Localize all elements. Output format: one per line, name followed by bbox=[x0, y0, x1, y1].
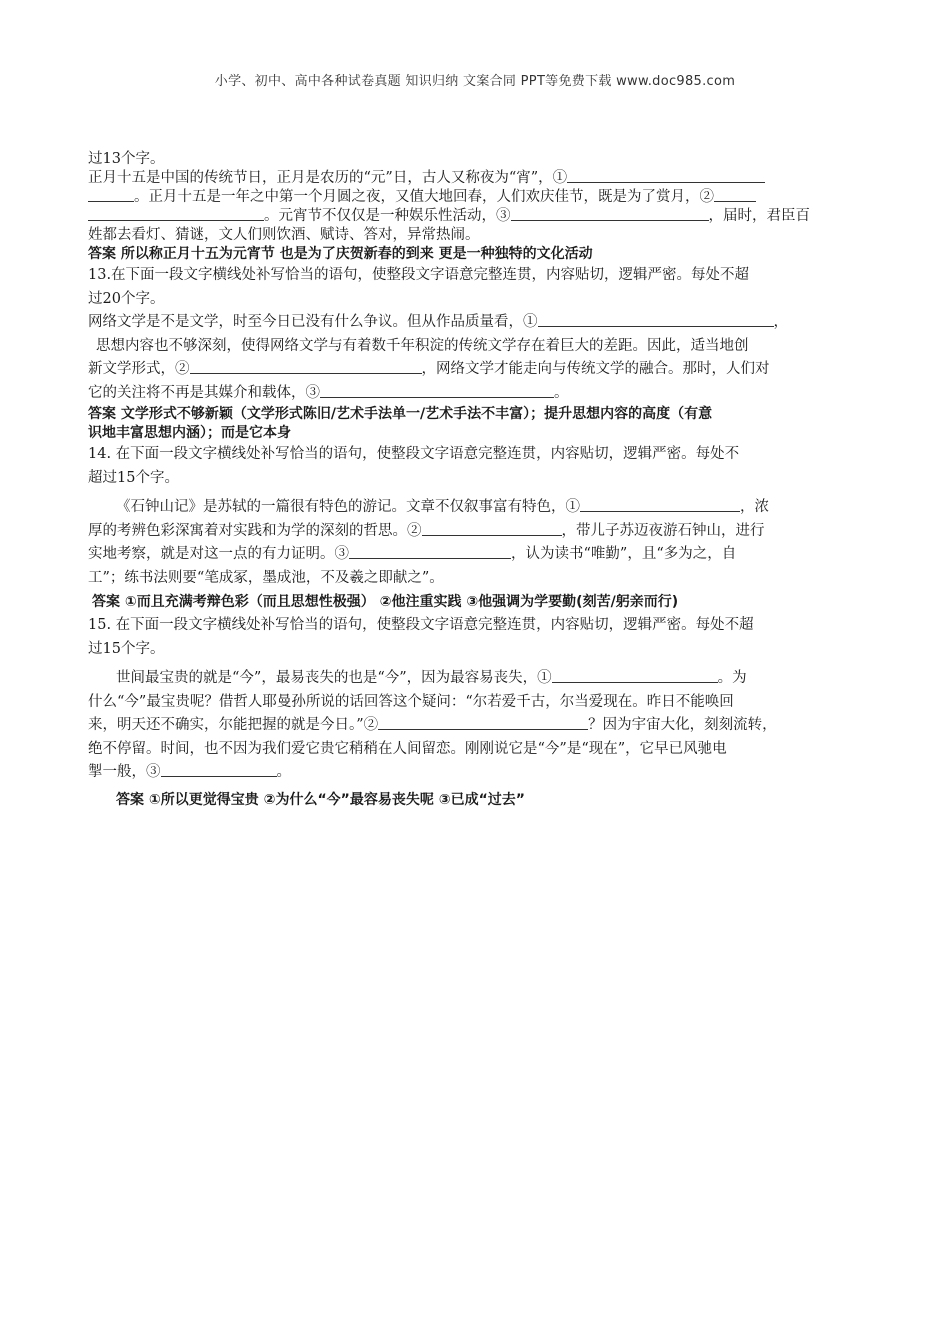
q13-passage-line-4: 它的关注将不再是其媒介和载体，③ 。 bbox=[88, 384, 569, 401]
q12-blank-2[interactable] bbox=[714, 188, 756, 202]
q13-prompt-line-1: 13.在下面一段文字横线处补写恰当的语句，使整段文字语意完整连贯，内容贴切，逻辑严密。每处不超 bbox=[88, 267, 750, 283]
q15-passage-line-3: 来，明天还不确实，尔能把握的就是今日。”② ？因为宇宙大化，刻刻流转， bbox=[88, 717, 777, 733]
q12-blank-2-cont[interactable] bbox=[88, 207, 264, 221]
q15-passage-line-4: 绝不停留。时间，也不因为我们爱它贵它稍稍在人间留恋。刚刚说它是“今”是“现在”，它早已风驰电 bbox=[88, 740, 727, 757]
q15-blank-3[interactable] bbox=[161, 763, 277, 777]
q12-blank-1[interactable] bbox=[567, 169, 765, 183]
q12-answer: 答案 所以称正月十五为元宵节 也是为了庆贺新春的到来 更是一种独特的文化活动 bbox=[88, 246, 593, 262]
q15-passage-line-1: 世间最宝贵的就是“今”，最易丧失的也是“今”，因为最容易丧失，① 。为 bbox=[116, 670, 747, 686]
q15-passage-line-5: 掣一般，③ 。 bbox=[88, 764, 291, 780]
q12-blank-1-cont[interactable] bbox=[88, 188, 134, 202]
q12-line-3: 。正月十五是一年之中第一个月圆之夜，又值大地回春，人们欢庆佳节，既是为了赏月，② bbox=[88, 188, 864, 207]
q15-passage-line-2: 什么“今”最宝贵呢？借哲人耶曼孙所说的话回答这个疑问：“尔若爱千古，尔当爱现在。昨日不能唤回 bbox=[88, 693, 734, 710]
q15-prompt-line-1: 15. 在下面一段文字横线处补写恰当的语句，使整段文字语意完整连贯，内容贴切，逻辑严密。每处不超 bbox=[88, 617, 754, 633]
q14-blank-3[interactable] bbox=[349, 545, 511, 559]
q14-blank-1[interactable] bbox=[580, 498, 740, 512]
q13-passage-line-2: 思想内容也不够深刻，使得网络文学与有着数千年积淀的传统文学存在着巨大的差距。因此，适当地创 bbox=[96, 337, 749, 354]
q14-passage-line-4: 工”；练书法则要“笔成冢，墨成池，不及羲之即献之”。 bbox=[88, 569, 444, 586]
q13-answer-line-2: 识地丰富思想内涵）；而是它本身 bbox=[88, 425, 291, 441]
q15-blank-1[interactable] bbox=[552, 669, 718, 683]
q14-prompt-line-2: 超过15个字。 bbox=[88, 469, 179, 486]
q12-line-4: 。元宵节不仅仅是一种娱乐性活动，③ ，届时，君臣百 bbox=[88, 207, 864, 226]
q14-passage-line-3: 实地考察，就是对这一点的有力证明。③ ，认为读书“唯勤”，且“多为之，自 bbox=[88, 546, 737, 562]
q12-line-5: 姓都去看灯、猜谜，文人们则饮酒、赋诗、答对，异常热闹。 bbox=[88, 227, 480, 243]
q13-blank-2[interactable] bbox=[190, 360, 422, 374]
q12-line-1: 过13个字。 bbox=[88, 151, 165, 167]
document-body bbox=[88, 150, 864, 810]
q15-blank-2[interactable] bbox=[378, 716, 588, 730]
q14-prompt-line-1: 14. 在下面一段文字横线处补写恰当的语句，使整段文字语意完整连贯，内容贴切，逻辑严密。每处不 bbox=[88, 446, 740, 462]
page-header: 小学、初中、高中各种试卷真题 知识归纳 文案合同 PPT等免费下载 www.doc985.com bbox=[214, 74, 736, 89]
q13-blank-1[interactable] bbox=[538, 313, 774, 327]
q15-answer: 答案 ①所以更觉得宝贵 ②为什么“今”最容易丧失呢 ③已成“过去” bbox=[116, 791, 525, 808]
q13-answer-line-1: 答案 文学形式不够新颖（文学形式陈旧/艺术手法单一/艺术手法不丰富）；提升思想内容的高度（有意 bbox=[88, 406, 713, 422]
q14-passage-line-2: 厚的考辨色彩深寓着对实践和为学的深刻的哲思。② ，带儿子苏迈夜游石钟山，进行 bbox=[88, 522, 765, 539]
q12-blank-3[interactable] bbox=[511, 207, 709, 221]
q14-answer: 答案 ①而且充满考辩色彩（而且思想性极强） ②他注重实践 ③他强调为学要勤(刻苦/躬亲而行) bbox=[92, 594, 679, 610]
q12-line-2: 正月十五是中国的传统节日，正月是农历的“元”日，古人又称夜为“宵”，① bbox=[88, 169, 864, 188]
q15-prompt-line-2: 过15个字。 bbox=[88, 640, 165, 657]
q14-blank-2[interactable] bbox=[422, 522, 562, 536]
q13-prompt-line-2: 过20个字。 bbox=[88, 290, 165, 307]
q13-blank-3[interactable] bbox=[320, 384, 554, 398]
q14-passage-line-1: 《石钟山记》是苏轼的一篇很有特色的游记。文章不仅叙事富有特色，① ，浓 bbox=[116, 499, 769, 515]
q13-passage-line-3: 新文学形式，② ，网络文学才能走向与传统文学的融合。那时，人们对 bbox=[88, 361, 770, 377]
q13-passage-line-1: 网络文学是不是文学，时至今日已没有什么争议。但从作品质量看，① ， bbox=[88, 314, 788, 330]
